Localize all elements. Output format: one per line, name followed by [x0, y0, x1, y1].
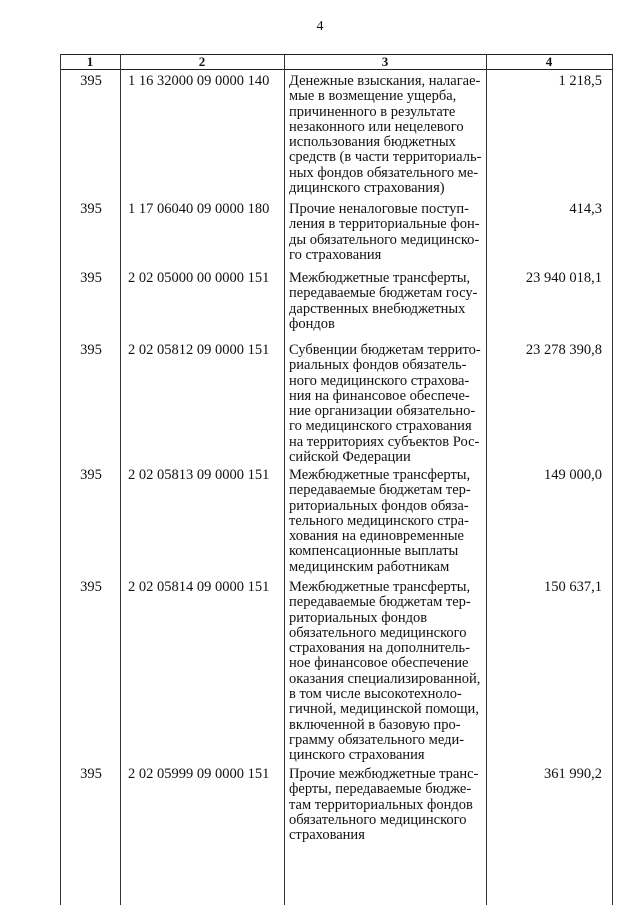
header-col-4: 4 [545, 54, 553, 69]
description-line: тельного медицинского стра- [289, 512, 469, 529]
admin-code-cell: 395 [80, 579, 102, 595]
budget-class-code-cell: 2 02 05999 09 0000 151 [128, 766, 270, 782]
description-line: Межбюджетные трансферты, [289, 467, 471, 483]
admin-code-cell: 395 [80, 201, 102, 217]
amount-cell: 414,3 [569, 201, 602, 217]
description-line: использования бюджетных [289, 134, 456, 151]
budget-class-code-cell: 2 02 05000 00 0000 151 [128, 270, 270, 286]
table-row [60, 202, 612, 263]
description-line: обязательного медицинского [289, 811, 467, 828]
description-line: дицинского страхования) [289, 180, 445, 197]
description-line: компенсационные выплаты [289, 543, 459, 560]
description-line: ния на финансовое обеспече- [289, 387, 470, 404]
amount-cell: 1 218,5 [558, 73, 602, 89]
description-line: незаконного или нецелевого [289, 118, 464, 135]
budget-class-code-cell: 2 02 05813 09 0000 151 [128, 467, 270, 483]
description-line: ления в территориальные фон- [289, 216, 480, 233]
description-line: фондов [289, 315, 335, 332]
description-line: Прочие межбюджетные транс- [289, 766, 479, 782]
description-line: страхования [289, 827, 365, 844]
description-line: Прочие неналоговые поступ- [289, 201, 469, 217]
description-line: го страхования [289, 246, 382, 263]
description-line: передаваемые бюджетам тер- [289, 594, 471, 611]
description-line: обязательного медицинского [289, 624, 467, 641]
description-line: го медицинского страхования [289, 418, 472, 435]
description-line: ное финансовое обеспечение [289, 655, 469, 672]
description-line: средств (в части территориаль- [289, 149, 482, 166]
table-row [60, 767, 612, 843]
description-line: риториальных фондов [289, 609, 428, 626]
description-line: причиненного в результате [289, 103, 456, 120]
description-cell [284, 580, 486, 764]
admin-code-cell: 395 [80, 342, 102, 358]
revenue-table [60, 54, 612, 70]
table-row [60, 271, 612, 332]
description-line: ние организации обязательно- [289, 403, 476, 420]
description-line: ды обязательного медицинско- [289, 231, 480, 248]
description-line: гичной, медицинской помощи, [289, 701, 479, 718]
table-row [60, 580, 612, 764]
description-line: Денежные взыскания, налагае- [289, 73, 481, 89]
budget-class-code-cell: 1 17 06040 09 0000 180 [128, 201, 270, 217]
description-line: дарственных внебюджетных [289, 300, 466, 317]
description-cell [284, 202, 486, 263]
description-line: ных фондов обязательного ме- [289, 164, 479, 181]
description-line: медицинским работникам [289, 558, 450, 575]
admin-code-cell: 395 [80, 270, 102, 286]
header-col-1: 1 [86, 54, 94, 69]
description-line: включенной в базовую про- [289, 716, 461, 733]
description-line: на территориях субъектов Рос- [289, 433, 480, 450]
admin-code-cell: 395 [80, 766, 102, 782]
description-line: ферты, передаваемые бюдже- [289, 781, 472, 798]
description-line: Межбюджетные трансферты, [289, 579, 471, 595]
description-line: риториальных фондов обяза- [289, 497, 469, 514]
description-line: хования на единовременные [289, 528, 464, 545]
amount-cell: 150 637,1 [544, 579, 602, 595]
description-line: цинского страхования [289, 747, 425, 764]
description-cell [284, 767, 486, 843]
budget-class-code-cell: 1 16 32000 09 0000 140 [128, 73, 270, 89]
description-line: грамму обязательного меди- [289, 731, 465, 748]
amount-cell: 361 990,2 [544, 766, 602, 782]
header-col-2: 2 [198, 54, 206, 69]
admin-code-cell: 395 [80, 467, 102, 483]
description-line: риальных фондов обязатель- [289, 357, 467, 374]
description-line: оказания специализированной, [289, 670, 481, 687]
budget-class-code-cell: 2 02 05812 09 0000 151 [128, 342, 270, 358]
table-row [60, 343, 612, 465]
page-number: 4 [316, 19, 324, 34]
description-line: Межбюджетные трансферты, [289, 270, 471, 286]
budget-class-code-cell: 2 02 05814 09 0000 151 [128, 579, 270, 595]
table-header [60, 54, 612, 70]
description-line: сийской Федерации [289, 449, 411, 466]
description-cell [284, 343, 486, 465]
column-divider-right [612, 54, 613, 905]
description-line: ного медицинского страхова- [289, 372, 470, 389]
amount-cell: 23 278 390,8 [525, 342, 602, 358]
header-col-3: 3 [381, 54, 389, 69]
description-line: в том числе высокотехноло- [289, 686, 462, 703]
amount-cell: 23 940 018,1 [525, 270, 602, 286]
description-line: передаваемые бюджетам госу- [289, 285, 478, 302]
admin-code-cell: 395 [80, 73, 102, 89]
table-row [60, 74, 612, 196]
description-cell [284, 271, 486, 332]
description-cell [284, 74, 486, 196]
amount-cell: 149 000,0 [544, 467, 602, 483]
description-line: там территориальных фондов [289, 796, 473, 813]
description-line: страхования на дополнитель- [289, 640, 470, 657]
description-line: мые в возмещение ущерба, [289, 88, 457, 105]
table-row [60, 468, 612, 575]
description-cell [284, 468, 486, 575]
description-line: Субвенции бюджетам террито- [289, 342, 481, 358]
description-line: передаваемые бюджетам тер- [289, 482, 471, 499]
